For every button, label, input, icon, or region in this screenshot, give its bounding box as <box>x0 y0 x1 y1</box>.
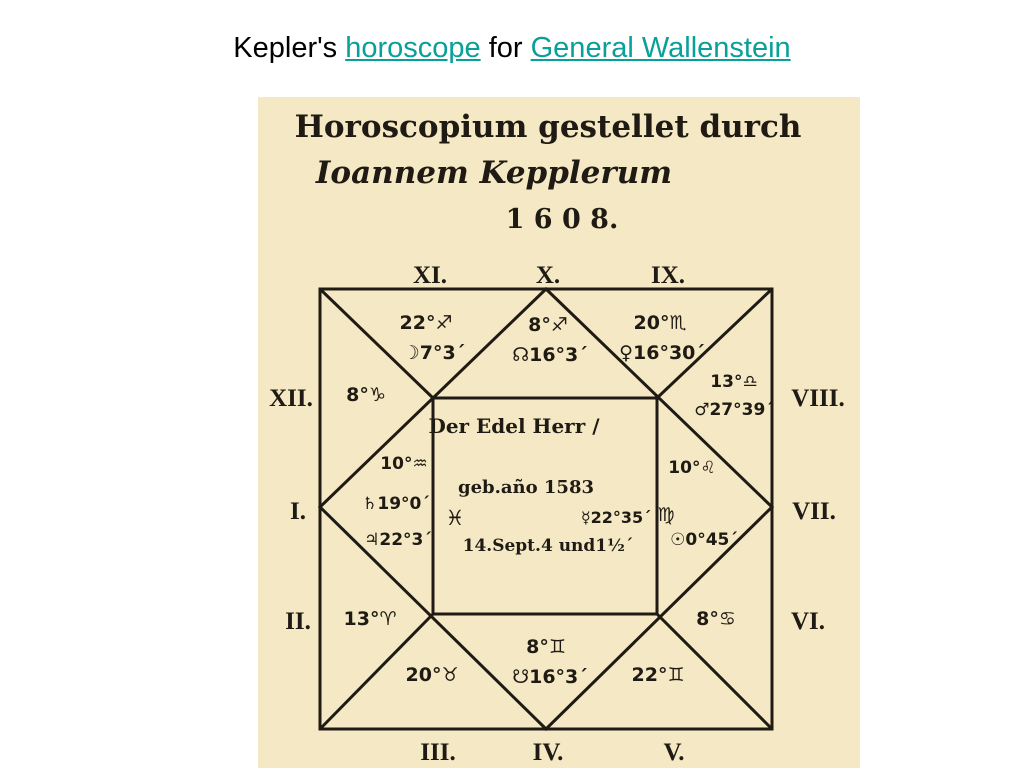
house-1-cusp: 10°♒ <box>380 454 428 474</box>
house-8-cusp: 13°♎ <box>710 372 758 392</box>
center-line-3: 14.Sept.4 und1½´ <box>462 536 634 556</box>
title-prefix: Kepler's <box>233 32 346 64</box>
house-label-vii: VII. <box>792 498 836 525</box>
house-label-xii: XII. <box>269 385 313 412</box>
house-label-viii: VIII. <box>791 385 845 412</box>
house-label-ii: II. <box>285 608 311 635</box>
house-9-venus: ♀16°30´ <box>619 342 705 364</box>
general-wallenstein-link[interactable]: General Wallenstein <box>530 32 791 64</box>
house-12-cusp: 8°♑ <box>346 384 386 406</box>
house-5-cusp: 22°♊ <box>631 664 685 686</box>
house-4-cusp: 8°♊ <box>526 636 566 658</box>
house-1-pisces-sign: ♓ <box>445 506 465 530</box>
house-7-cusp: 10°♌ <box>668 458 716 478</box>
house-9-cusp: 20°♏ <box>633 312 687 334</box>
house-10-node: ☊16°3´ <box>512 344 588 366</box>
house-2-cusp: 13°♈ <box>343 608 397 630</box>
title-middle: for <box>480 32 531 64</box>
house-3-cusp: 20°♉ <box>405 664 459 686</box>
house-11-cusp: 22°♐ <box>399 312 453 334</box>
house-7-sun: ☉0°45´ <box>670 530 738 550</box>
house-4-south-node: ☋16°3´ <box>512 666 588 688</box>
house-label-iv: IV. <box>532 739 564 766</box>
center-line-2: geb.año 1583 <box>457 477 595 498</box>
house-label-iii: III. <box>420 739 456 766</box>
house-8-mars: ♂27°39´ <box>694 400 774 420</box>
house-label-ix: IX. <box>650 262 686 289</box>
house-label-i: I. <box>290 498 306 525</box>
house-6-cusp: 8°♋ <box>696 608 736 630</box>
plate-heading-line2: Ioannem Kepplerum <box>315 155 673 191</box>
horoscope-chart <box>258 97 860 768</box>
house-label-v: V. <box>663 739 685 766</box>
horoscope-link[interactable]: horoscope <box>345 32 481 64</box>
slide-title <box>0 32 1024 65</box>
center-line-1: Der Edel Herr / <box>428 414 600 438</box>
house-1-jupiter: ♃22°3´ <box>364 530 432 550</box>
plate-heading-line1: Horoscopium gestellet durch <box>294 109 802 145</box>
house-11-moon: ☽7°3´ <box>402 342 466 364</box>
house-label-x: X. <box>535 262 561 289</box>
center-mercury: ☿22°35´ <box>580 508 652 527</box>
house-10-cusp: 8°♐ <box>528 314 568 336</box>
house-1-saturn: ♄19°0´ <box>362 494 430 514</box>
house-7-virgo-sign: ♍ <box>657 504 675 526</box>
horoscope-plate-image <box>258 97 860 768</box>
plate-year: 1 6 0 8. <box>505 204 619 235</box>
house-label-vi: VI. <box>790 608 826 635</box>
house-label-xi: XI. <box>412 262 448 289</box>
